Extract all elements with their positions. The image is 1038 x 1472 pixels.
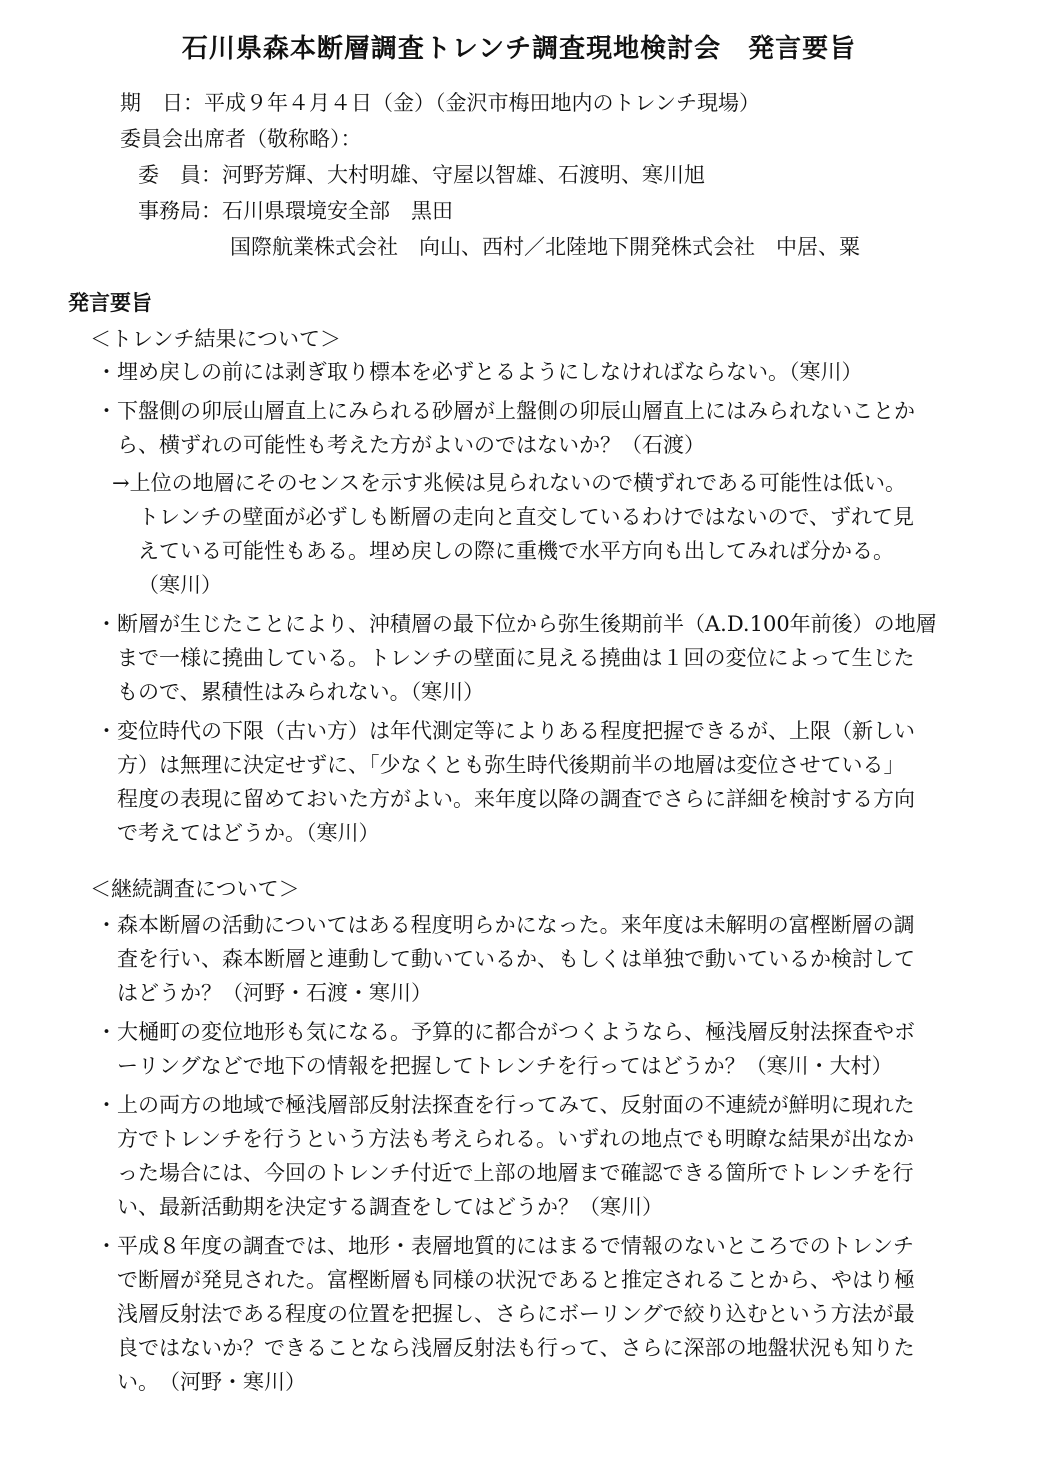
trench-line: 方）は無理に決定せずに、「少なくとも弥生時代後期前半の地層は変位させている」: [117, 753, 905, 777]
attendees-label: 委員会出席者（敬称略）：: [120, 127, 362, 151]
trench-line: えている可能性もある。埋め戻しの際に重機で水平方向も出してみれば分かる。: [138, 539, 894, 563]
section-title: 発言要旨: [68, 291, 152, 315]
document-title: 石川県森本断層調査トレンチ調査現地検討会 発言要旨: [181, 34, 857, 64]
continued-line: い、最新活動期を決定する調査をしてはどうか？（寒川）: [117, 1195, 663, 1219]
continued-line: ーリングなどで地下の情報を把握してトレンチを行ってはどうか？（寒川・大村）: [117, 1054, 893, 1078]
trench-line: →上位の地層にそのセンスを示す兆候は見られないので横ずれである可能性は低い。: [112, 471, 906, 495]
continued-line: はどうか？（河野・石渡・寒川）: [117, 981, 432, 1005]
trench-heading: ＜トレンチ結果について＞: [90, 327, 342, 351]
trench-line: で考えてはどうか。（寒川）: [117, 821, 380, 845]
trench-line: ・下盤側の卯辰山層直上にみられる砂層が上盤側の卯辰山層直上にはみられないことか: [96, 399, 915, 423]
trench-line: ら、横ずれの可能性も考えた方がよいのではないか？（石渡）: [117, 433, 705, 457]
continued-line: った場合には、今回のトレンチ付近で上部の地層まで確認できる箇所でトレンチを行: [117, 1161, 914, 1185]
continued-line: で断層が発見された。富樫断層も同様の状況であると推定されることから、やはり極: [117, 1268, 915, 1292]
continued-line: 査を行い、森本断層と連動して動いているか、もしくは単独で動いているか検討して: [117, 947, 915, 971]
trench-line: 程度の表現に留めておいた方がよい。来年度以降の調査でさらに詳細を検討する方向: [117, 787, 915, 811]
trench-line: ・断層が生じたことにより、沖積層の最下位から弥生後期前半（A.D.100年前後）の地層: [96, 612, 937, 636]
continued-line: ・大樋町の変位地形も気になる。予算的に都合がつくようなら、極浅層反射法探査やボ: [96, 1020, 915, 1044]
meeting-date: 期 日：平成９年４月４日（金）（金沢市梅田地内のトレンチ現場）: [120, 91, 760, 115]
continued-line: 方でトレンチを行うという方法も考えられる。いずれの地点でも明瞭な結果が出なか: [117, 1127, 915, 1151]
trench-line: （寒川）: [138, 573, 222, 597]
trench-line: まで一様に撓曲している。トレンチの壁面に見える撓曲は１回の変位によって生じた: [117, 646, 915, 670]
continued-line: 良ではないか？できることなら浅層反射法も行って、さらに深部の地盤状況も知りた: [117, 1336, 915, 1360]
trench-line: ・埋め戻しの前には剥ぎ取り標本を必ずとるようにしなければならない。（寒川）: [96, 360, 863, 384]
secretariat-companies: 国際航業株式会社 向山、西村／北陸地下開発株式会社 中居、粟: [230, 235, 860, 259]
continued-heading: ＜継続調査について＞: [90, 877, 300, 901]
continued-line: い。 （河野・寒川）: [117, 1370, 306, 1394]
committee-members: 委 員：河野芳輝、大村明雄、守屋以智雄、石渡明、寒川旭: [138, 163, 705, 187]
continued-line: ・平成８年度の調査では、地形・表層地質的にはまるで情報のないところでのトレンチ: [96, 1234, 915, 1258]
trench-line: ・変位時代の下限（古い方）は年代測定等によりある程度把握できるが、上限（新しい: [96, 719, 915, 743]
continued-line: 浅層反射法である程度の位置を把握し、さらにボーリングで絞り込むという方法が最: [117, 1302, 915, 1326]
continued-line: ・上の両方の地域で極浅層部反射法探査を行ってみて、反射面の不連続が鮮明に現れた: [96, 1093, 915, 1117]
trench-line: もので、累積性はみられない。（寒川）: [117, 680, 485, 704]
trench-line: トレンチの壁面が必ずしも断層の走向と直交しているわけではないので、ずれて見: [138, 505, 915, 529]
secretariat: 事務局：石川県環境安全部 黒田: [138, 199, 453, 223]
continued-line: ・森本断層の活動についてはある程度明らかになった。来年度は未解明の富樫断層の調: [96, 913, 915, 937]
